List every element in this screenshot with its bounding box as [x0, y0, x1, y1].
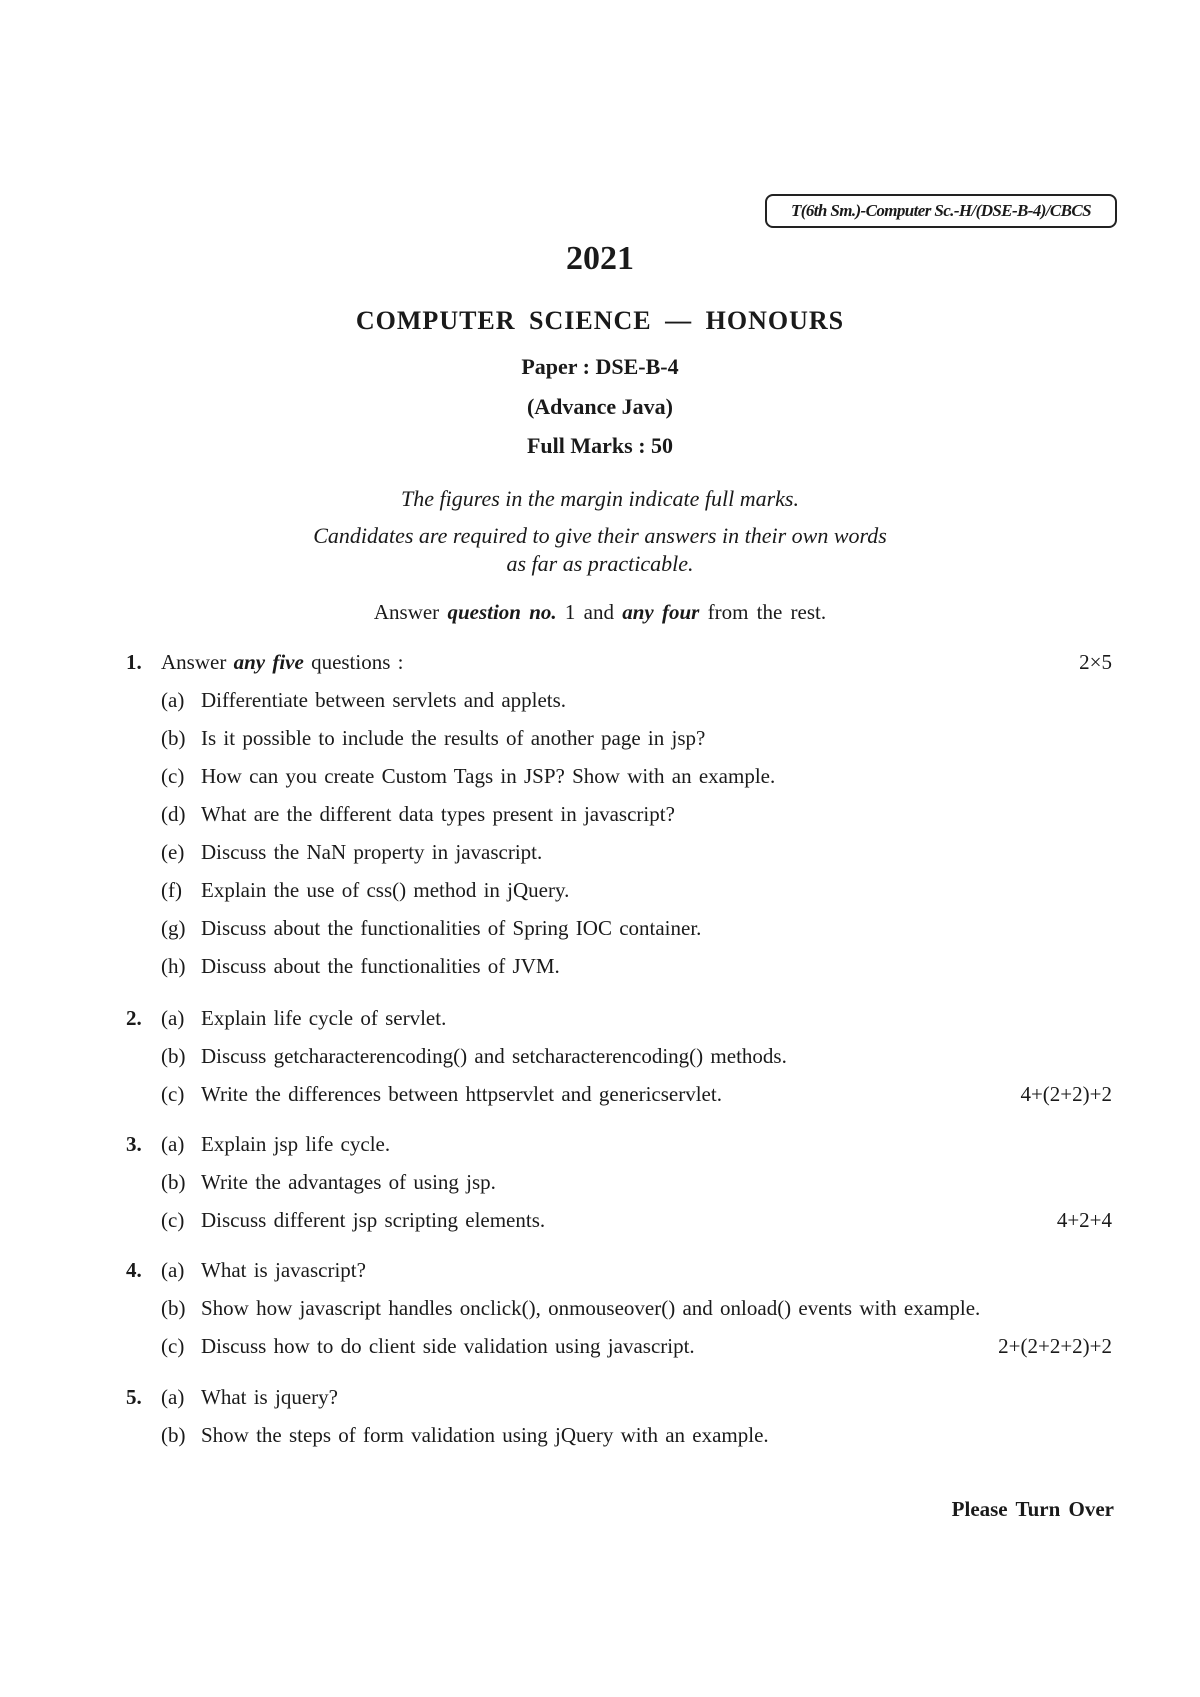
question-marks: 4+(2+2)+2	[1020, 1082, 1112, 1106]
sub-text: Differentiate between servlets and applets.	[201, 688, 567, 712]
sub-text: Show how javascript handles onclick(), onmouseover() and onload() events with example.	[201, 1296, 981, 1320]
sub-text: Discuss about the functionalities of Spring IOC container.	[201, 916, 702, 940]
sub-text: Show the steps of form validation using jQuery with an example.	[201, 1423, 769, 1447]
subject-title: COMPUTER SCIENCE — HONOURS	[355, 306, 845, 335]
sub-label: (c)	[161, 1208, 185, 1232]
lead-pre: Answer	[161, 650, 234, 674]
sub-label: (c)	[161, 764, 185, 788]
question-marks: 2+(2+2+2)+2	[998, 1334, 1112, 1358]
sub-label: (c)	[161, 1334, 185, 1358]
instruction	[0, 600, 1200, 625]
sub-label: (g)	[161, 916, 186, 940]
question-number: 5.	[126, 1385, 142, 1409]
sub-label: (a)	[161, 1132, 185, 1156]
sub-text: Explain the use of css() method in jQuery.	[201, 878, 570, 902]
sub-text: Write the differences between httpservlet and genericservlet.	[201, 1082, 722, 1106]
sub-text: Explain jsp life cycle.	[201, 1132, 391, 1156]
instruction-pre: Answer	[373, 600, 448, 624]
lead-em: any five	[233, 650, 304, 674]
sub-label: (f)	[161, 878, 182, 902]
instruction-em2: any four	[622, 600, 700, 624]
sub-text: Write the advantages of using jsp.	[201, 1170, 496, 1194]
sub-label: (h)	[161, 954, 186, 978]
sub-label: (b)	[161, 1170, 186, 1194]
please-turn-over: Please Turn Over	[951, 1497, 1114, 1521]
paper-code: T(6th Sm.)-Computer Sc.-H/(DSE-B-4)/CBCS	[791, 201, 1091, 220]
course-name: (Advance Java)	[526, 394, 674, 419]
instruction-em1: question no.	[447, 600, 557, 624]
full-marks: Full Marks : 50	[526, 433, 674, 458]
sub-text: What are the different data types present in javascript?	[201, 802, 675, 826]
sub-label: (d)	[161, 802, 186, 826]
sub-label: (b)	[161, 1044, 186, 1068]
question-marks: 2×5	[1079, 650, 1112, 674]
sub-label: (a)	[161, 688, 185, 712]
instruction-mid: 1 and	[556, 600, 623, 624]
sub-label: (e)	[161, 840, 185, 864]
note-margin-marks: The figures in the margin indicate full marks.	[400, 486, 799, 511]
sub-label: (a)	[161, 1006, 185, 1030]
sub-text: Discuss the NaN property in javascript.	[201, 840, 543, 864]
note-own-words: Candidates are required to give their answers in their own words	[313, 523, 887, 548]
lead-post: questions :	[303, 650, 404, 674]
sub-label: (b)	[161, 1423, 186, 1447]
question-number: 4.	[126, 1258, 142, 1282]
sub-text: Is it possible to include the results of another page in jsp?	[201, 726, 706, 750]
paper-number: Paper : DSE-B-4	[521, 354, 679, 379]
sub-text: Discuss different jsp scripting elements.	[201, 1208, 546, 1232]
sub-text: Discuss getcharacterencoding() and setcharacterencoding() methods.	[201, 1044, 787, 1068]
sub-label: (c)	[161, 1082, 185, 1106]
exam-year: 2021	[566, 240, 634, 277]
sub-text: What is jquery?	[201, 1385, 338, 1409]
question-number: 1.	[126, 650, 142, 674]
question-lead	[161, 650, 403, 675]
sub-label: (b)	[161, 1296, 186, 1320]
paper-code-box	[765, 194, 1117, 228]
sub-label: (b)	[161, 726, 186, 750]
sub-text: Explain life cycle of servlet.	[201, 1006, 447, 1030]
sub-text: How can you create Custom Tags in JSP? Show with an example.	[201, 764, 776, 788]
sub-text: Discuss about the functionalities of JVM.	[201, 954, 560, 978]
sub-label: (a)	[161, 1385, 185, 1409]
sub-text: Discuss how to do client side validation using javascript.	[201, 1334, 695, 1358]
note-practicable: as far as practicable.	[506, 551, 694, 576]
sub-label: (a)	[161, 1258, 185, 1282]
question-number: 2.	[126, 1006, 142, 1030]
instruction-post: from the rest.	[699, 600, 827, 624]
sub-text: What is javascript?	[201, 1258, 366, 1282]
question-marks: 4+2+4	[1056, 1208, 1112, 1232]
question-number: 3.	[126, 1132, 142, 1156]
